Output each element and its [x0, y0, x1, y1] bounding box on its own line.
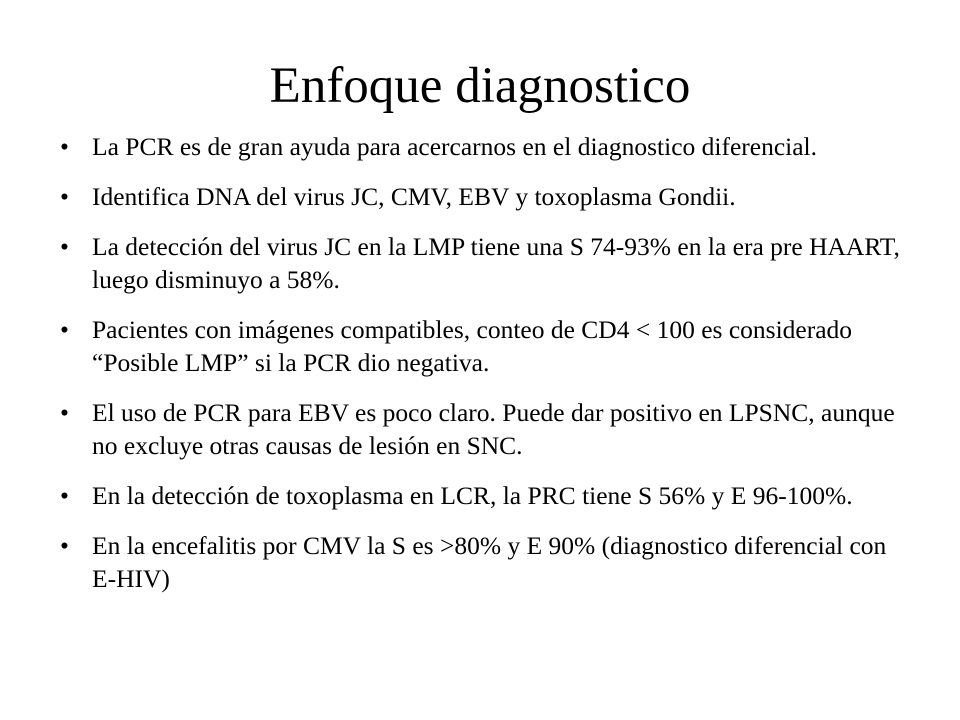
bullet-marker: •: [60, 531, 69, 560]
bullet-item: [60, 313, 906, 379]
bullet-list: [60, 130, 906, 612]
bullet-item: [60, 529, 906, 595]
bullet-marker: •: [60, 315, 69, 344]
bullet-text: En la detección de toxoplasma en LCR, la PRC tiene S 56% y E 96-100%.: [92, 481, 853, 510]
bullet-item: [60, 180, 906, 213]
bullet-marker: •: [60, 232, 69, 261]
slide-title: Enfoque diagnostico: [269, 58, 691, 114]
bullet-item: [60, 230, 906, 296]
bullet-text: La detección del virus JC en la LMP tiene una S 74-93% en la era pre HAART, luego disminuyo a 58%.: [92, 232, 900, 294]
bullet-text: Identifica DNA del virus JC, CMV, EBV y toxoplasma Gondii.: [92, 182, 736, 211]
bullet-marker: •: [60, 132, 69, 161]
bullet-text: El uso de PCR para EBV es poco claro. Puede dar positivo en LPSNC, aunque no excluye otras causas de lesión en SNC.: [92, 398, 895, 460]
bullet-text: En la encefalitis por CMV la S es >80% y E 90% (diagnostico diferencial con E-HIV): [92, 531, 887, 593]
bullet-item: [60, 130, 906, 163]
bullet-item: [60, 479, 906, 512]
bullet-text: Pacientes con imágenes compatibles, conteo de CD4 < 100 es considerado “Posible LMP” si la PCR dio negativa.: [92, 315, 853, 377]
bullet-item: [60, 396, 906, 462]
bullet-marker: •: [60, 398, 69, 427]
bullet-marker: •: [60, 481, 69, 510]
bullet-text: La PCR es de gran ayuda para acercarnos en el diagnostico diferencial.: [92, 132, 818, 161]
bullet-marker: •: [60, 182, 69, 211]
